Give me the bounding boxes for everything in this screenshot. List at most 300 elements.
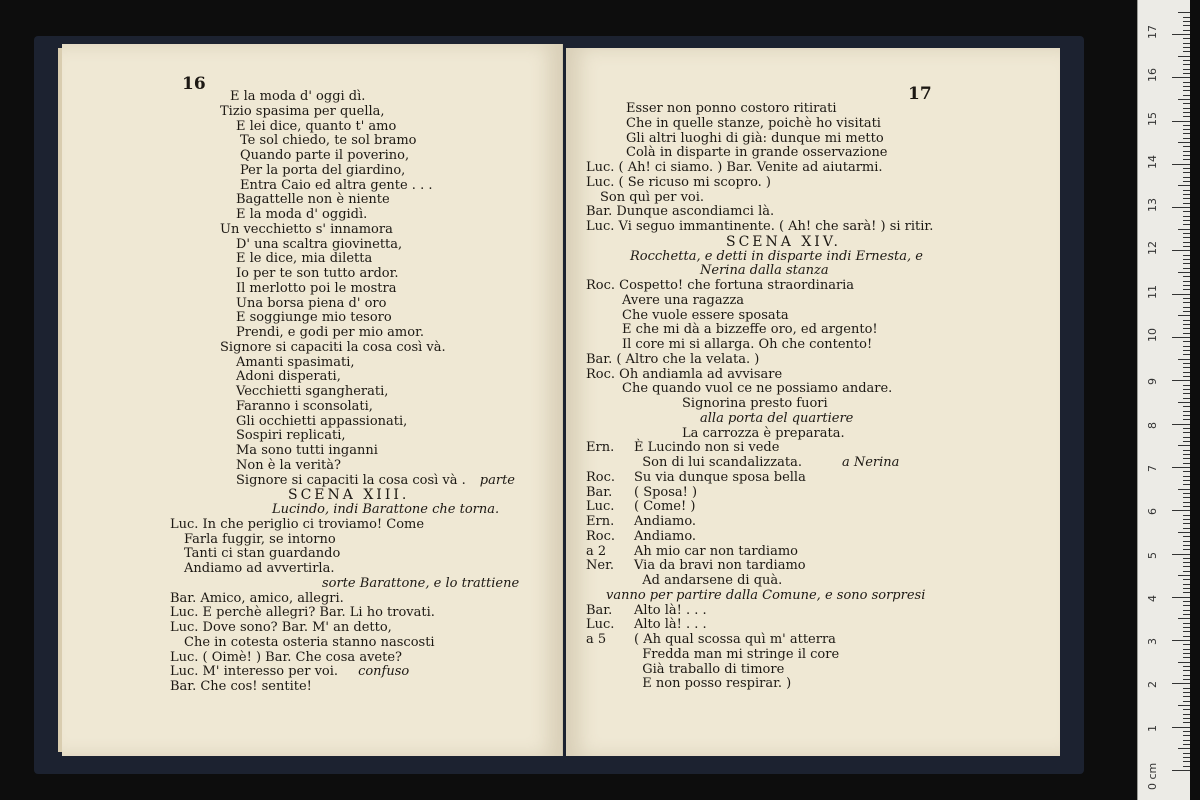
ruler-tick — [1183, 450, 1190, 451]
line-text: Il merlotto poi le mostra — [236, 280, 397, 296]
line-text: Luc. ( Se ricuso mi scopro. ) — [586, 174, 772, 190]
ruler-label: 17 — [1146, 24, 1159, 39]
left-page — [62, 44, 563, 756]
text-line — [586, 279, 933, 294]
ruler-tick — [1183, 17, 1190, 18]
ruler-tick — [1183, 177, 1190, 178]
ruler-tick — [1183, 285, 1190, 286]
measuring-ruler — [1137, 0, 1190, 800]
line-text: E che mi dà a bizzeffe oro, ed argento! — [622, 322, 878, 338]
ruler-tick — [1178, 532, 1190, 533]
line-text: vanno per partire dalla Comune, e sono sorpresi — [606, 587, 926, 603]
ruler-tick — [1183, 38, 1190, 39]
ruler-tick — [1178, 748, 1190, 749]
ruler-tick — [1183, 566, 1190, 567]
ruler-tick — [1172, 77, 1190, 78]
line-text: Colà in disparte in grande osservazione — [626, 145, 888, 161]
line-text: Luc. ( Ah! ci siamo. ) Bar. Venite ad aiutarmi. — [586, 160, 883, 175]
ruler-tick — [1183, 766, 1190, 767]
line-text: Il core mi si allarga. Oh che contento! — [622, 337, 873, 352]
ruler-tick — [1183, 367, 1190, 368]
line-text: Luc. M' interesso per voi. — [170, 664, 339, 680]
text-line — [170, 474, 519, 489]
ruler-tick — [1178, 99, 1190, 100]
ruler-tick — [1183, 385, 1190, 386]
ruler-tick — [1183, 372, 1190, 373]
ruler-tick — [1183, 47, 1190, 48]
text-line — [586, 176, 933, 191]
ruler-tick — [1183, 289, 1190, 290]
text-line — [170, 252, 519, 267]
ruler-tick — [1183, 592, 1190, 593]
ruler-tick — [1172, 424, 1190, 425]
line-text: Prendi, e godi per mio amor. — [236, 325, 424, 340]
line-text: Farla fuggir, se intorno — [184, 531, 336, 547]
ruler-tick — [1183, 610, 1190, 611]
ruler-tick — [1178, 705, 1190, 706]
line-text: Ern. — [586, 440, 615, 456]
text-line — [586, 117, 933, 132]
ruler-tick — [1178, 229, 1190, 230]
line-text: E soggiunge mio tesoro — [236, 310, 392, 326]
ruler-tick — [1183, 363, 1190, 364]
ruler-tick — [1178, 56, 1190, 57]
line-text: Ner. — [586, 558, 614, 574]
ruler-tick — [1183, 398, 1190, 399]
ruler-tick — [1183, 224, 1190, 225]
ruler-tick — [1183, 692, 1190, 693]
ruler-tick — [1178, 315, 1190, 316]
ruler-tick — [1172, 510, 1190, 511]
ruler-tick — [1183, 571, 1190, 572]
line-text: Che in quelle stanze, poichè ho visitati — [626, 115, 881, 131]
ruler-tick — [1183, 112, 1190, 113]
text-line — [170, 164, 519, 179]
ruler-tick — [1183, 246, 1190, 247]
text-line — [170, 606, 519, 621]
text-line — [586, 412, 933, 427]
ruler-tick — [1183, 653, 1190, 654]
ruler-tick — [1183, 220, 1190, 221]
text-line — [586, 264, 933, 279]
line-dialogue: Ah mio car non tardiamo — [634, 543, 798, 559]
line-text: Un vecchietto s' innamora — [220, 221, 393, 237]
line-text: Luc. Dove sono? Bar. M' an detto, — [170, 620, 392, 635]
text-line — [170, 415, 519, 430]
text-line — [586, 633, 933, 648]
text-line — [586, 250, 933, 265]
stage-direction: parte — [479, 472, 515, 488]
text-line — [170, 149, 519, 164]
ruler-tick — [1183, 432, 1190, 433]
text-line — [586, 309, 933, 324]
line-text: Luc. Vi seguo immantinente. ( Ah! che sarà! ) si ritir. — [586, 219, 934, 234]
ruler-tick — [1183, 237, 1190, 238]
text-line — [170, 518, 519, 533]
ruler-tick — [1183, 43, 1190, 44]
ruler-tick — [1183, 601, 1190, 602]
text-line — [170, 680, 519, 695]
line-text: Lucindo, indi Barattone che torna. — [272, 502, 500, 517]
ruler-tick — [1183, 731, 1190, 732]
ruler-tick — [1178, 402, 1190, 403]
line-text: Faranno i sconsolati, — [236, 398, 373, 414]
line-dialogue: ( Sposa! ) — [634, 484, 698, 500]
text-line — [586, 530, 933, 545]
line-text: a 5 — [586, 632, 607, 647]
line-text: Bar. Che cos! sentite! — [170, 679, 312, 694]
ruler-tick — [1178, 662, 1190, 663]
ruler-tick — [1178, 12, 1190, 13]
ruler-label: 16 — [1146, 68, 1159, 83]
line-text: Che vuole essere sposata — [622, 307, 789, 323]
ruler-tick — [1183, 480, 1190, 481]
ruler-tick — [1183, 155, 1190, 156]
line-text: Luc. — [586, 499, 615, 515]
ruler-tick — [1183, 528, 1190, 529]
ruler-tick — [1183, 627, 1190, 628]
text-line — [586, 132, 933, 147]
ruler-tick — [1183, 419, 1190, 420]
ruler-tick — [1183, 415, 1190, 416]
text-line — [586, 220, 933, 235]
ruler-label: 11 — [1146, 284, 1159, 299]
text-line — [170, 385, 519, 400]
line-text: Luc. ( Oimè! ) Bar. Che cosa avete? — [170, 649, 402, 665]
line-text: Roc. — [586, 469, 616, 485]
line-text: E lei dice, quanto t' amo — [236, 118, 397, 134]
ruler-tick — [1172, 770, 1190, 771]
ruler-tick — [1183, 476, 1190, 477]
ruler-tick — [1183, 584, 1190, 585]
ruler-tick — [1183, 735, 1190, 736]
line-dialogue: Alto là! . . . — [634, 602, 707, 618]
line-text: Bar. ( Altro che la velata. ) — [586, 351, 760, 367]
line-text: Nerina dalla stanza — [700, 263, 829, 279]
line-text: Sospiri replicati, — [236, 428, 346, 444]
ruler-tick — [1183, 203, 1190, 204]
text-line — [586, 677, 933, 692]
text-line — [586, 618, 933, 633]
text-line — [170, 282, 519, 297]
text-line — [170, 267, 519, 282]
ruler-tick — [1183, 69, 1190, 70]
text-line — [170, 134, 519, 149]
line-text: Amanti spasimati, — [236, 354, 355, 370]
text-line — [170, 636, 519, 651]
line-text: Bar. — [586, 602, 613, 618]
line-dialogue: Andiamo. — [634, 514, 697, 529]
ruler-tick — [1178, 575, 1190, 576]
text-line — [586, 235, 933, 250]
ruler-tick — [1183, 376, 1190, 377]
ruler-tick — [1183, 471, 1190, 472]
ruler-tick — [1183, 744, 1190, 745]
ruler-label: 12 — [1146, 241, 1159, 256]
line-text: Bar. — [586, 484, 613, 500]
line-text: Bar. Amico, amico, allegri. — [170, 590, 344, 606]
ruler-tick — [1183, 675, 1190, 676]
line-text: Roc. Oh andiamla ad avvisare — [586, 366, 783, 382]
ruler-tick — [1183, 151, 1190, 152]
ruler-tick — [1183, 138, 1190, 139]
line-text: alla porta del quartiere — [700, 410, 854, 426]
text-line — [586, 648, 933, 663]
ruler-tick — [1183, 268, 1190, 269]
text-line — [586, 456, 933, 471]
line-text: Rocchetta, e detti in disparte indi Ernesta, e — [630, 248, 923, 264]
text-line — [586, 205, 933, 220]
line-text: SCENA XIV. — [726, 233, 841, 250]
ruler-tick — [1183, 406, 1190, 407]
ruler-tick — [1183, 515, 1190, 516]
ruler-label: 14 — [1146, 154, 1159, 169]
ruler-label: 5 — [1146, 551, 1159, 559]
line-text: Luc. In che periglio ci troviamo! Come — [170, 516, 425, 532]
ruler-tick — [1183, 341, 1190, 342]
ruler-tick — [1183, 411, 1190, 412]
ruler-tick — [1183, 281, 1190, 282]
ruler-tick — [1183, 389, 1190, 390]
text-line — [586, 338, 933, 353]
line-text: Signorina presto fuori — [682, 396, 828, 411]
ruler-tick — [1183, 90, 1190, 91]
ruler-tick — [1183, 211, 1190, 212]
text-line — [586, 323, 933, 338]
ruler-tick — [1183, 709, 1190, 710]
ruler-tick — [1183, 541, 1190, 542]
ruler-label: 6 — [1146, 508, 1159, 516]
ruler-tick — [1183, 463, 1190, 464]
line-text: Gli altri luoghi di già: dunque mi metto — [626, 130, 884, 146]
ruler-tick — [1183, 631, 1190, 632]
ruler-tick — [1183, 21, 1190, 22]
line-text: a 2 — [586, 543, 607, 559]
ruler-tick — [1183, 588, 1190, 589]
line-text: Esser non ponno costoro ritirati — [626, 101, 837, 116]
line-text: Tanti ci stan guardando — [184, 546, 341, 562]
ruler-tick — [1183, 718, 1190, 719]
text-line — [586, 441, 933, 456]
text-line — [170, 651, 519, 666]
line-dialogue: Alto là! . . . — [634, 617, 707, 633]
text-line — [170, 326, 519, 341]
ruler-tick — [1183, 502, 1190, 503]
text-line — [586, 486, 933, 501]
ruler-tick — [1183, 649, 1190, 650]
ruler-tick — [1172, 294, 1190, 295]
ruler-tick — [1183, 116, 1190, 117]
text-line — [170, 459, 519, 474]
ruler-tick — [1183, 302, 1190, 303]
text-line — [170, 223, 519, 238]
ruler-tick — [1183, 181, 1190, 182]
ruler-tick — [1183, 324, 1190, 325]
ruler-tick — [1183, 441, 1190, 442]
text-line — [586, 663, 933, 678]
ruler-tick — [1183, 428, 1190, 429]
ruler-tick — [1183, 242, 1190, 243]
line-text: Signore si capaciti la cosa così và. — [220, 339, 446, 355]
text-line — [586, 397, 933, 412]
ruler-tick — [1183, 194, 1190, 195]
ruler-tick — [1172, 121, 1190, 122]
text-line — [586, 146, 933, 161]
line-text: Io per te son tutto ardor. — [236, 266, 399, 281]
ruler-tick — [1183, 95, 1190, 96]
ruler-tick — [1183, 64, 1190, 65]
ruler-tick — [1178, 142, 1190, 143]
ruler-tick — [1183, 493, 1190, 494]
text-line — [170, 592, 519, 607]
text-line — [586, 604, 933, 619]
line-text: Avere una ragazza — [622, 292, 745, 308]
ruler-label: 8 — [1146, 421, 1159, 429]
text-line — [170, 400, 519, 415]
line-text: Luc. E perchè allegri? Bar. Li ho trovati. — [170, 605, 435, 621]
ruler-label: 4 — [1146, 594, 1159, 602]
ruler-tick — [1183, 549, 1190, 550]
ruler-tick — [1183, 168, 1190, 169]
ruler-tick — [1183, 103, 1190, 104]
ruler-tick — [1183, 579, 1190, 580]
text-line — [586, 574, 933, 589]
text-line — [586, 382, 933, 397]
text-line — [170, 444, 519, 459]
text-line — [170, 547, 519, 562]
ruler-tick — [1183, 298, 1190, 299]
ruler-tick — [1172, 164, 1190, 165]
line-text: Tizio spasima per quella, — [220, 103, 385, 119]
ruler-tick — [1183, 497, 1190, 498]
ruler-tick — [1183, 506, 1190, 507]
line-text: Che in cotesta osteria stanno nascosti — [184, 634, 435, 650]
text-line — [170, 356, 519, 371]
ruler-tick — [1172, 380, 1190, 381]
ruler-tick — [1183, 216, 1190, 217]
ruler-tick — [1183, 263, 1190, 264]
text-line — [170, 208, 519, 223]
line-text: La carrozza è preparata. — [682, 425, 845, 441]
line-text: Per la porta del giardino, — [240, 162, 406, 178]
ruler-tick — [1183, 701, 1190, 702]
ruler-tick — [1183, 73, 1190, 74]
line-dialogue: Son di lui scandalizzata. — [634, 455, 802, 470]
line-text: Luc. — [586, 617, 615, 633]
ruler-label: 0 cm — [1146, 762, 1159, 790]
line-text: Ma sono tutti inganni — [236, 443, 378, 458]
ruler-tick — [1172, 250, 1190, 251]
ruler-tick — [1178, 272, 1190, 273]
ruler-tick — [1183, 259, 1190, 260]
ruler-tick — [1183, 722, 1190, 723]
text-line — [586, 161, 933, 176]
text-line — [170, 562, 519, 577]
line-dialogue: ( Come! ) — [634, 499, 696, 515]
ruler-tick — [1183, 545, 1190, 546]
text-line — [586, 294, 933, 309]
text-block — [586, 102, 933, 692]
line-text: Andiamo ad avvertirla. — [184, 561, 335, 576]
line-text: Son quì per voi. — [600, 189, 705, 205]
ruler-tick — [1183, 190, 1190, 191]
ruler-tick — [1183, 753, 1190, 754]
ruler-tick — [1183, 30, 1190, 31]
line-text: E la moda d' oggidì. — [236, 207, 368, 222]
text-line — [586, 559, 933, 574]
text-line — [586, 471, 933, 486]
ruler-tick — [1183, 757, 1190, 758]
text-line — [586, 589, 933, 604]
text-line — [170, 577, 519, 592]
text-line — [586, 500, 933, 515]
ruler-tick — [1183, 696, 1190, 697]
ruler-tick — [1183, 393, 1190, 394]
ruler-label: 9 — [1146, 378, 1159, 386]
line-dialogue: Andiamo. — [634, 528, 697, 544]
ruler-tick — [1183, 51, 1190, 52]
ruler-tick — [1172, 554, 1190, 555]
line-text: Che quando vuol ce ne possiamo andare. — [622, 381, 893, 397]
ruler-tick — [1183, 276, 1190, 277]
line-text: Roc. — [586, 528, 616, 544]
text-line — [586, 353, 933, 368]
text-block — [170, 90, 519, 695]
ruler-label: 15 — [1146, 111, 1159, 126]
text-line — [170, 193, 519, 208]
ruler-tick — [1183, 307, 1190, 308]
ruler-tick — [1183, 519, 1190, 520]
ruler-label: 1 — [1146, 724, 1159, 732]
ruler-tick — [1183, 679, 1190, 680]
ruler-label: 7 — [1146, 464, 1159, 472]
ruler-tick — [1183, 688, 1190, 689]
ruler-tick — [1178, 185, 1190, 186]
ruler-tick — [1183, 636, 1190, 637]
line-text: E le dice, mia diletta — [236, 251, 373, 267]
ruler-tick — [1183, 562, 1190, 563]
text-line — [170, 429, 519, 444]
right-page — [566, 48, 1060, 756]
ruler-tick — [1183, 605, 1190, 606]
ruler-tick — [1183, 657, 1190, 658]
ruler-tick — [1178, 445, 1190, 446]
line-text: Bagattelle non è niente — [236, 192, 390, 208]
ruler-label: 10 — [1146, 328, 1159, 342]
ruler-tick — [1183, 614, 1190, 615]
ruler-tick — [1183, 146, 1190, 147]
ruler-tick — [1172, 640, 1190, 641]
ruler-tick — [1183, 60, 1190, 61]
stage-direction: a Nerina — [841, 455, 900, 470]
text-line — [170, 179, 519, 194]
text-line — [170, 90, 519, 105]
ruler-tick — [1183, 86, 1190, 87]
ruler-tick — [1172, 207, 1190, 208]
text-line — [586, 191, 933, 206]
ruler-tick — [1178, 359, 1190, 360]
text-line — [170, 533, 519, 548]
text-line — [170, 621, 519, 636]
line-dialogue: Via da bravi non tardiamo — [634, 558, 806, 574]
text-line — [586, 515, 933, 530]
text-line — [586, 102, 933, 117]
ruler-tick — [1183, 133, 1190, 134]
line-text: Roc. Cospetto! che fortuna straordinaria — [586, 278, 855, 293]
text-line — [170, 503, 519, 518]
line-text: Bar. Dunque ascondiamci là. — [586, 204, 775, 220]
ruler-tick — [1183, 761, 1190, 762]
